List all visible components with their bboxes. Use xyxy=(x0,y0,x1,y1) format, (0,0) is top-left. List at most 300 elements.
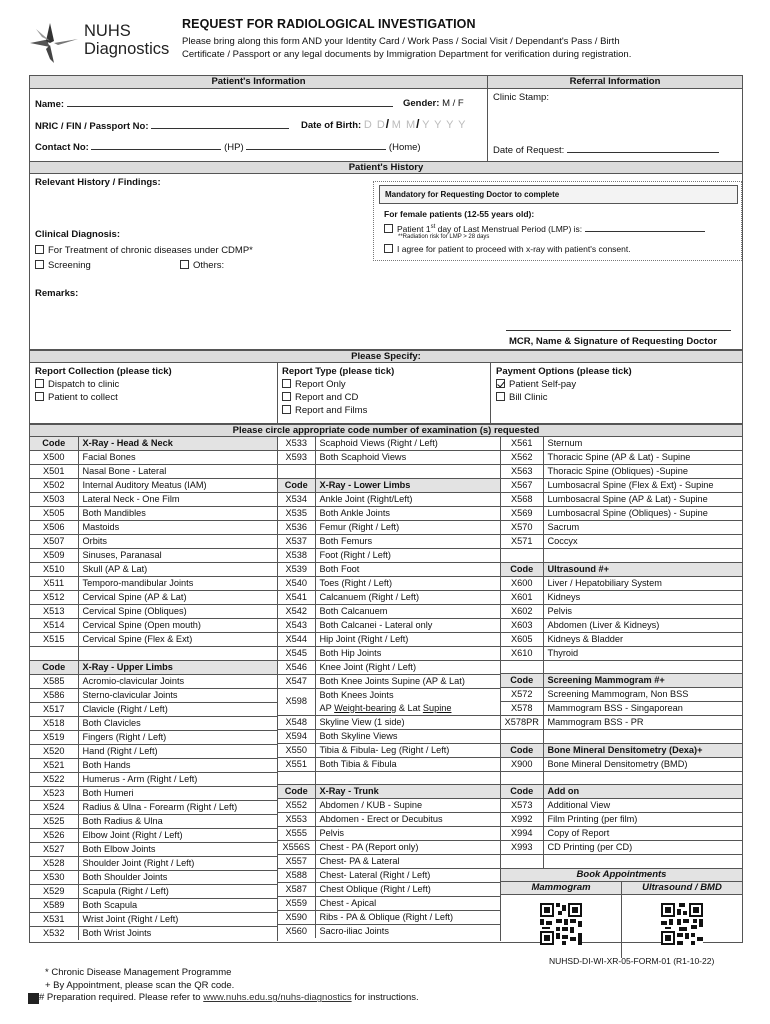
book-appointments-title: Book Appointments xyxy=(501,868,742,881)
exam-description: Orbits xyxy=(78,535,277,549)
exam-code[interactable]: X528 xyxy=(30,856,78,870)
exam-description: Sacro-iliac Joints xyxy=(319,926,389,936)
code-row xyxy=(278,729,500,743)
nuhs-diagnostics-link[interactable]: www.nuhs.edu.sg/nuhs-diagnostics xyxy=(203,992,352,1004)
dob-month: M M xyxy=(391,119,417,131)
exam-description: Ribs - PA & Oblique (Right / Left) xyxy=(315,911,500,925)
exam-code[interactable]: X541 xyxy=(278,590,315,604)
exam-code[interactable]: X505 xyxy=(30,507,78,521)
code-row xyxy=(30,730,277,744)
exam-description: Both Ankle Joints xyxy=(315,506,500,520)
exam-description: Both Clavicles xyxy=(78,716,277,730)
code-row xyxy=(278,465,500,479)
code-row xyxy=(30,744,277,758)
please-specify-section xyxy=(29,350,743,424)
code-row xyxy=(30,926,277,940)
exam-description: Scapula (Right / Left) xyxy=(78,884,277,898)
exam-description: Mastoids xyxy=(78,521,277,535)
exam-code[interactable]: X510 xyxy=(30,563,78,577)
exam-code[interactable]: X993 xyxy=(501,841,543,855)
section-header-row xyxy=(501,674,742,688)
exam-code[interactable]: X501 xyxy=(30,465,78,479)
code-row xyxy=(501,702,742,716)
code-row xyxy=(278,562,500,576)
exam-code[interactable]: X543 xyxy=(278,618,315,632)
exam-description: Both Elbow Joints xyxy=(78,842,277,856)
exam-code[interactable]: X537 xyxy=(278,534,315,548)
exam-code[interactable]: X521 xyxy=(30,758,78,772)
exam-code[interactable]: X526 xyxy=(30,828,78,842)
exam-code[interactable]: X553 xyxy=(278,813,315,827)
exam-description: Kidneys & Bladder xyxy=(543,632,742,646)
exam-description xyxy=(543,855,742,869)
exam-code[interactable]: X561 xyxy=(501,437,543,451)
exam-description: Hand (Right / Left) xyxy=(78,744,277,758)
exam-code[interactable]: X538 xyxy=(278,548,315,562)
exam-description: Both Radius & Ulna xyxy=(78,814,277,828)
exam-code[interactable]: X503 xyxy=(30,493,78,507)
cdmp-checkbox[interactable] xyxy=(35,245,44,254)
exam-description: Both Femurs xyxy=(315,534,500,548)
report-films-checkbox[interactable] xyxy=(282,405,291,414)
exam-code[interactable]: X548 xyxy=(278,715,315,729)
exam-code[interactable]: X507 xyxy=(30,535,78,549)
exam-description: Chest- Lateral (Right / Left) xyxy=(315,869,500,883)
exam-description: Both Hip Joints xyxy=(315,646,500,660)
self-pay-checkbox[interactable] xyxy=(496,379,505,388)
code-row xyxy=(501,604,742,618)
code-row xyxy=(501,535,742,549)
exam-description: Both Scaphoid Views xyxy=(315,451,500,465)
report-only-checkbox[interactable] xyxy=(282,379,291,388)
exam-code[interactable]: X587 xyxy=(278,883,315,897)
report-only-option[interactable] xyxy=(282,379,346,391)
code-row xyxy=(501,716,742,730)
exam-code[interactable]: X601 xyxy=(501,590,543,604)
code-row xyxy=(30,786,277,800)
note-preparation xyxy=(39,992,419,1005)
contact-label: Contact No: xyxy=(35,142,89,153)
section-title: X-Ray - Lower Limbs xyxy=(315,478,500,492)
exam-code[interactable]: X535 xyxy=(278,506,315,520)
referral-info-header: Referral Information xyxy=(487,76,742,89)
screening-checkbox[interactable] xyxy=(35,260,44,269)
code-row xyxy=(501,576,742,590)
report-cd-checkbox[interactable] xyxy=(282,392,291,401)
exam-description: Thoracic Spine (Obliques) -Supine xyxy=(543,465,742,479)
logo-text xyxy=(84,22,169,58)
code-column-header: Code xyxy=(278,785,315,799)
exam-description: Shoulder Joint (Right / Left) xyxy=(78,856,277,870)
payment-options-group xyxy=(491,363,742,423)
self-pay-option[interactable] xyxy=(496,379,576,391)
exam-code[interactable]: X586 xyxy=(30,688,78,702)
code-row xyxy=(30,451,277,465)
dispatch-checkbox[interactable] xyxy=(35,379,44,388)
exam-code[interactable]: X529 xyxy=(30,884,78,898)
gender-options: M / F xyxy=(442,98,464,109)
logo-mark-icon xyxy=(30,23,78,63)
code-row xyxy=(30,800,277,814)
code-row xyxy=(278,618,500,632)
exam-code[interactable]: X556S xyxy=(278,841,315,855)
exam-code[interactable]: X568 xyxy=(501,493,543,507)
code-column-header: Code xyxy=(501,674,543,688)
section-header-row xyxy=(30,660,277,674)
code-row xyxy=(30,870,277,884)
others-option[interactable] xyxy=(180,260,224,272)
exam-code[interactable]: X509 xyxy=(30,549,78,563)
exam-description: Both Foot xyxy=(315,562,500,576)
code-column-header: Code xyxy=(501,743,543,757)
dispatch-option[interactable] xyxy=(35,379,119,391)
exam-code[interactable]: X598 xyxy=(278,688,315,715)
exam-description: Temporo-mandibular Joints xyxy=(78,577,277,591)
exam-code[interactable]: X570 xyxy=(501,521,543,535)
code-row xyxy=(30,633,277,647)
exam-code[interactable]: X500 xyxy=(30,451,78,465)
exam-description: Abdomen - Erect or Decubitus xyxy=(315,813,500,827)
exam-description: Both Hands xyxy=(78,758,277,772)
report-films-option[interactable] xyxy=(282,405,367,417)
code-row xyxy=(501,437,742,451)
exam-description: Clavicle (Right / Left) xyxy=(78,702,277,716)
others-checkbox[interactable] xyxy=(180,260,189,269)
agree-label: I agree for patient to proceed with x-ray with patient's consent. xyxy=(397,244,631,254)
exam-description: Both Calcanuem xyxy=(315,604,500,618)
exam-code[interactable]: X522 xyxy=(30,772,78,786)
exam-description: Pelvis xyxy=(315,827,500,841)
exam-description: Lumbosacral Spine (Flex & Ext) - Supine xyxy=(543,479,742,493)
report-cd-option[interactable] xyxy=(282,392,358,404)
code-row xyxy=(30,814,277,828)
exam-code[interactable]: X517 xyxy=(30,702,78,716)
exam-code[interactable]: X531 xyxy=(30,912,78,926)
exam-code[interactable]: X603 xyxy=(501,618,543,632)
exam-description: Cervical Spine (AP & Lat) xyxy=(78,591,277,605)
exam-code[interactable]: X900 xyxy=(501,757,543,771)
exam-code[interactable]: X610 xyxy=(501,646,543,660)
code-row xyxy=(30,856,277,870)
exam-description: Pelvis xyxy=(543,604,742,618)
exam-code[interactable]: X994 xyxy=(501,827,543,841)
exam-description xyxy=(315,771,500,785)
code-row xyxy=(278,492,500,506)
exam-code xyxy=(278,465,315,479)
logo-line1: NUHS xyxy=(84,22,131,40)
exam-code[interactable]: X557 xyxy=(278,855,315,869)
exam-description: Thoracic Spine (AP & Lat) - Supine xyxy=(543,451,742,465)
code-row xyxy=(501,507,742,521)
signature-line xyxy=(506,330,731,331)
exam-code[interactable]: X539 xyxy=(278,562,315,576)
code-row xyxy=(30,772,277,786)
self-pay-label: Patient Self-pay xyxy=(509,379,577,390)
exam-code[interactable]: X562 xyxy=(501,451,543,465)
code-column-header: Code xyxy=(278,478,315,492)
code-row xyxy=(30,563,277,577)
code-row xyxy=(30,716,277,730)
exam-description: Both Humeri xyxy=(78,786,277,800)
code-row xyxy=(278,506,500,520)
note-appointment: + By Appointment, please scan the QR code. xyxy=(45,979,235,991)
exam-description: Humerus - Arm (Right / Left) xyxy=(78,772,277,786)
section-title: Screening Mammogram #+ xyxy=(543,674,742,688)
exam-description: Abdomen (Liver & Kidneys) xyxy=(543,618,742,632)
exam-description: Calcanuem (Right / Left) xyxy=(315,590,500,604)
section-header-row xyxy=(278,478,500,492)
code-row xyxy=(30,842,277,856)
exam-code xyxy=(501,855,543,869)
exam-description: Ankle Joint (Right/Left) xyxy=(315,492,500,506)
section-title: X-Ray - Upper Limbs xyxy=(78,660,277,674)
exam-code[interactable]: X593 xyxy=(278,451,315,465)
code-row xyxy=(278,534,500,548)
code-row xyxy=(278,757,500,771)
dob-field[interactable]: Date of Birth: D D/ M M/ Y Y Y Y xyxy=(301,117,467,131)
code-row xyxy=(30,898,277,912)
dob-day: D D xyxy=(363,119,386,131)
code-row xyxy=(278,520,500,534)
exam-code[interactable]: X559 xyxy=(278,897,315,911)
exam-code[interactable]: X502 xyxy=(30,479,78,493)
code-row xyxy=(278,855,500,869)
code-row xyxy=(501,813,742,827)
exam-code[interactable]: X594 xyxy=(278,729,315,743)
code-row xyxy=(278,660,500,674)
clinic-stamp-label: Clinic Stamp: xyxy=(493,92,549,103)
exam-code[interactable]: X578PR xyxy=(501,716,543,730)
section-header-row xyxy=(501,562,742,576)
report-type-group xyxy=(278,363,491,423)
exam-description: Chest- PA & Lateral xyxy=(315,855,500,869)
exam-code[interactable]: X578 xyxy=(501,702,543,716)
mandatory-doctor-box xyxy=(373,181,742,261)
clinical-diagnosis-label: Clinical Diagnosis: xyxy=(35,229,120,240)
exam-code[interactable]: X532 xyxy=(30,926,78,940)
exam-code[interactable]: X585 xyxy=(30,674,78,688)
code-row xyxy=(30,884,277,898)
exam-code[interactable]: X525 xyxy=(30,814,78,828)
exam-code[interactable]: X573 xyxy=(501,799,543,813)
agree-option[interactable] xyxy=(384,244,631,255)
exam-code[interactable]: X600 xyxy=(501,576,543,590)
exam-code[interactable]: X992 xyxy=(501,813,543,827)
exam-code[interactable]: X563 xyxy=(501,465,543,479)
bill-clinic-checkbox[interactable] xyxy=(496,392,505,401)
agree-checkbox[interactable] xyxy=(384,244,393,253)
date-of-request-field[interactable] xyxy=(493,144,719,157)
gender-field[interactable] xyxy=(403,98,464,110)
codes-col1 xyxy=(30,437,278,941)
exam-line-2: AP Weight-bearing & Lat Supine xyxy=(319,702,452,713)
code-row xyxy=(278,674,500,688)
exam-description: Chest Oblique (Right / Left) xyxy=(315,883,500,897)
exam-code[interactable]: X540 xyxy=(278,576,315,590)
subtitle-line2: Certificate / Passport or any legal documents by Immigration Department for verification during registration. xyxy=(182,49,632,60)
section-title: Ultrasound #+ xyxy=(543,562,742,576)
exam-code[interactable]: X551 xyxy=(278,757,315,771)
code-column-header: Code xyxy=(501,785,543,799)
exam-code[interactable]: X588 xyxy=(278,869,315,883)
code-row xyxy=(501,730,742,744)
note-cdmp: * Chronic Disease Management Programme xyxy=(45,967,232,978)
code-row xyxy=(30,688,277,702)
exam-code xyxy=(501,660,543,674)
cdmp-option[interactable] xyxy=(35,245,253,257)
exam-description: Hip Joint (Right / Left) xyxy=(315,632,500,646)
exam-description: Both Shoulder Joints xyxy=(78,870,277,884)
code-row xyxy=(30,912,277,926)
code-row xyxy=(501,479,742,493)
exam-description xyxy=(543,660,742,674)
code-row xyxy=(278,869,500,883)
exam-code[interactable]: X513 xyxy=(30,605,78,619)
lmp-label-a: Patient 1 xyxy=(397,224,431,234)
exam-code[interactable]: X518 xyxy=(30,716,78,730)
code-column-header: Code xyxy=(30,660,78,674)
exam-code[interactable]: X512 xyxy=(30,591,78,605)
bill-clinic-option[interactable] xyxy=(496,392,548,404)
exam-code[interactable]: X555 xyxy=(278,827,315,841)
exam-code[interactable]: X542 xyxy=(278,604,315,618)
exam-description: Film Printing (per film) xyxy=(543,813,742,827)
exam-code[interactable]: X520 xyxy=(30,744,78,758)
exam-description: Cervical Spine (Obliques) xyxy=(78,605,277,619)
code-row xyxy=(278,451,500,465)
code-row xyxy=(278,590,500,604)
exam-code[interactable]: X567 xyxy=(501,479,543,493)
exam-description: Both Knee Joints Supine (AP & Lat) xyxy=(315,674,500,688)
code-row xyxy=(278,827,500,841)
code-row xyxy=(278,883,500,897)
exam-code[interactable]: X536 xyxy=(278,520,315,534)
exam-code[interactable]: X530 xyxy=(30,870,78,884)
exam-code[interactable]: X550 xyxy=(278,743,315,757)
exam-code[interactable]: X519 xyxy=(30,730,78,744)
exam-code[interactable]: X545 xyxy=(278,646,315,660)
exam-description: Sinuses, Paranasal xyxy=(78,549,277,563)
exam-description: Scaphoid Views (Right / Left) xyxy=(315,437,500,451)
code-row xyxy=(30,674,277,688)
exam-code[interactable]: X569 xyxy=(501,507,543,521)
footnotes xyxy=(39,967,419,1005)
exam-description: Elbow Joint (Right / Left) xyxy=(78,828,277,842)
code-row xyxy=(278,743,500,757)
exam-code[interactable]: X552 xyxy=(278,799,315,813)
nric-label: NRIC / FIN / Passport No: xyxy=(35,121,149,132)
lmp-label-b: day of Last Menstrual Period (LMP) is: xyxy=(435,224,583,234)
name-field[interactable] xyxy=(35,98,393,111)
exam-code[interactable]: X602 xyxy=(501,604,543,618)
exam-code[interactable]: X589 xyxy=(30,898,78,912)
exam-code[interactable]: X590 xyxy=(278,911,315,925)
code-row xyxy=(501,465,742,479)
lmp-sup: st xyxy=(430,224,436,231)
exam-code[interactable]: X527 xyxy=(30,842,78,856)
code-row xyxy=(278,437,500,451)
exam-code[interactable]: X547 xyxy=(278,674,315,688)
exam-code[interactable]: X560 xyxy=(278,925,315,939)
mammogram-qr-code[interactable] xyxy=(540,903,582,945)
radiation-risk-note: **Radiation risk for LMP > 28 days xyxy=(398,234,490,240)
nric-field[interactable] xyxy=(35,120,289,133)
exam-description: Additional View xyxy=(543,799,742,813)
exam-code[interactable]: X523 xyxy=(30,786,78,800)
lmp-checkbox[interactable] xyxy=(384,224,393,233)
exam-description: Radius & Ulna - Forearm (Right / Left) xyxy=(78,800,277,814)
code-row xyxy=(278,771,500,785)
exam-code[interactable]: X515 xyxy=(30,633,78,647)
exam-code[interactable]: X534 xyxy=(278,492,315,506)
report-collection-group xyxy=(30,363,278,423)
code-row xyxy=(30,647,277,661)
exam-description: Liver / Hepatobiliary System xyxy=(543,576,742,590)
code-row xyxy=(501,827,742,841)
exam-code[interactable]: X514 xyxy=(30,619,78,633)
exam-code xyxy=(278,771,315,785)
name-label: Name: xyxy=(35,99,65,110)
section-title: Bone Mineral Densitometry (Dexa)+ xyxy=(543,743,742,757)
code-row xyxy=(278,604,500,618)
exam-description xyxy=(543,730,742,744)
exam-description: Acromio-clavicular Joints xyxy=(78,674,277,688)
gender-label: Gender: xyxy=(403,98,440,109)
form-title: REQUEST FOR RADIOLOGICAL INVESTIGATION xyxy=(182,17,476,31)
exam-code xyxy=(501,730,543,744)
ultrasound-qr-code[interactable] xyxy=(661,903,703,945)
exam-code[interactable]: X511 xyxy=(30,577,78,591)
exam-description xyxy=(315,688,500,715)
exam-code[interactable]: X506 xyxy=(30,521,78,535)
code-row xyxy=(501,632,742,646)
exam-description: Both Wrist Joints xyxy=(82,927,152,938)
code-row xyxy=(278,688,500,715)
exam-description: Skyline View (1 side) xyxy=(315,715,500,729)
exam-description: Chest - PA (Report only) xyxy=(315,841,500,855)
report-only-label: Report Only xyxy=(295,379,346,390)
form-code: NUHSD-DI-WI-XR-05-FORM-01 (R1-10-22) xyxy=(549,956,715,966)
exam-code[interactable]: X524 xyxy=(30,800,78,814)
code-row xyxy=(30,465,277,479)
code-row xyxy=(501,660,742,674)
code-row xyxy=(30,605,277,619)
exam-code[interactable]: X571 xyxy=(501,535,543,549)
exam-code[interactable]: X533 xyxy=(278,437,315,451)
code-row xyxy=(278,548,500,562)
exam-description: Copy of Report xyxy=(543,827,742,841)
exam-code[interactable]: X546 xyxy=(278,660,315,674)
screening-option[interactable] xyxy=(35,260,91,272)
patient-collect-option[interactable] xyxy=(35,392,118,404)
exam-description xyxy=(543,549,742,563)
exam-code[interactable]: X572 xyxy=(501,688,543,702)
lmp-option[interactable] xyxy=(384,223,705,235)
payment-options-title: Payment Options (please tick) xyxy=(496,366,632,377)
code-row xyxy=(30,758,277,772)
patient-collect-checkbox[interactable] xyxy=(35,392,44,401)
exam-code[interactable]: X605 xyxy=(501,632,543,646)
code-row xyxy=(278,715,500,729)
exam-code[interactable]: X544 xyxy=(278,632,315,646)
patient-info-header: Patient's Information xyxy=(30,76,487,89)
exam-description: Sternum xyxy=(543,437,742,451)
exam-description: Both Calcanei - Lateral only xyxy=(315,618,500,632)
contact-field[interactable] xyxy=(35,141,421,154)
code-row xyxy=(30,549,277,563)
exam-description xyxy=(315,465,500,479)
exam-description: Sterno-clavicular Joints xyxy=(78,688,277,702)
